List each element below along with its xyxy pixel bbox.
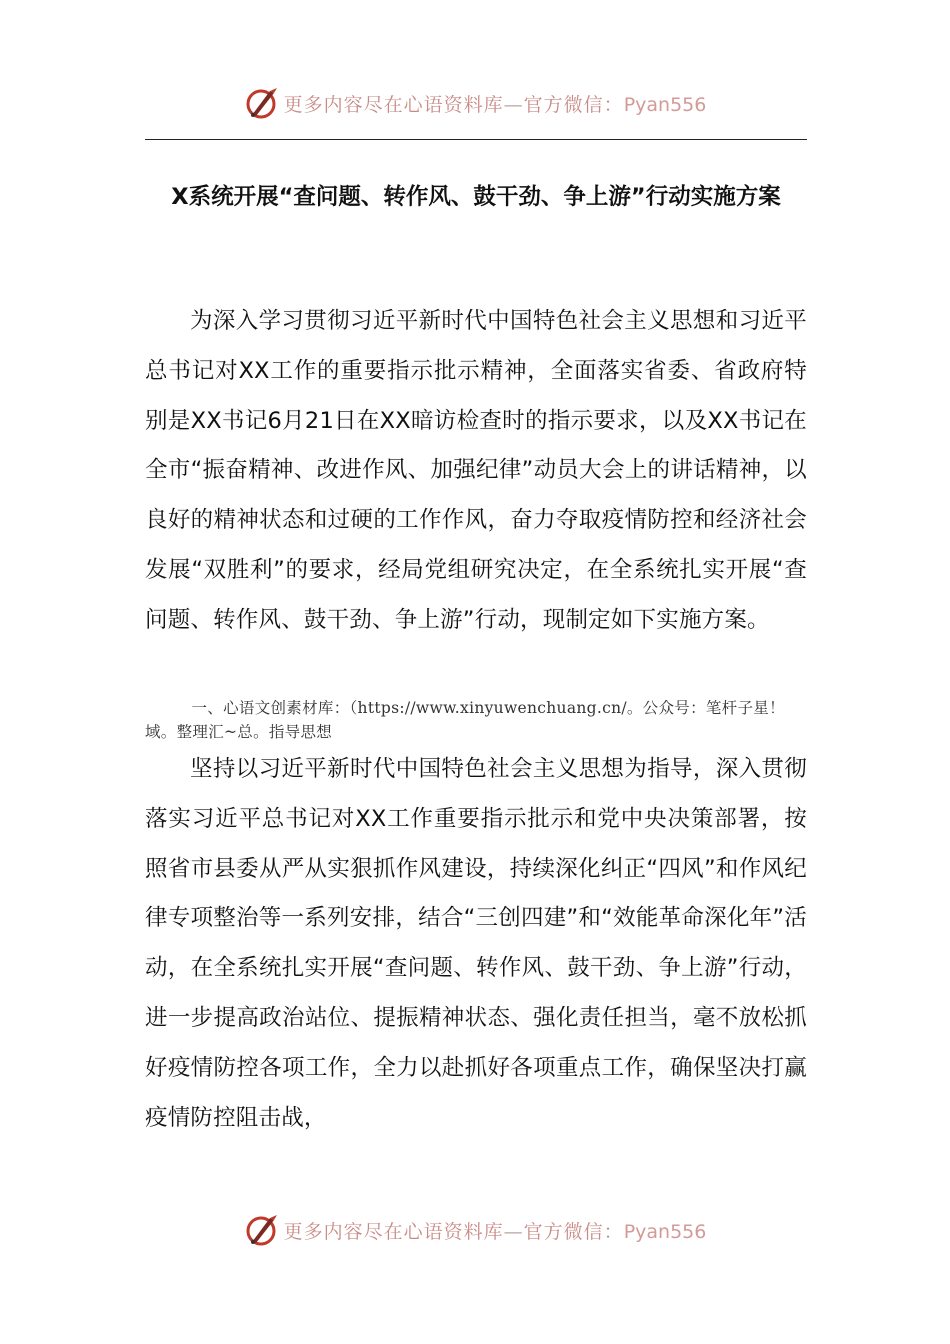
header-banner-main: 更多内容尽在心语资料库: [283, 93, 504, 116]
quill-pen-logo-icon: [244, 85, 280, 121]
footer-banner-wechat-label: 官方微信：: [523, 1220, 624, 1243]
header-banner: [0, 83, 950, 123]
paragraph-intro: 为深入学习贯彻习近平新时代中国特色社会主义思想和习近平总书记对XX工作的重要指示批示精神，全面落实省委、省政府特别是XX书记6月21日在XX暗访检查时的指示要求，以及XX书记在全市“振奋精神、改进作风、加强纪律”动员大会上的讲话精神，以良好的精神状态和过硬的工作作风，奋力夺取疫情防控和经济社会发展“双胜利”的要求，经局党组研究决定，在全系统扎实开展“查问题、转作风、鼓干劲、争上游”行动，现制定如下实施方案。: [145, 308, 807, 633]
header-banner-text: [284, 90, 707, 117]
footer-banner-handle: Pyan556: [623, 1220, 707, 1243]
section-heading-note: 一、心语文创素材库：（https://www.xinyuwenchuang.cn/。公众号：笔杆子星！域。整理汇~总。指导思想: [145, 699, 785, 741]
header-banner-wechat-label: 官方微信：: [523, 93, 624, 116]
footer-banner: [0, 1210, 950, 1250]
header-banner-separator: —: [503, 93, 524, 116]
paragraph-guiding-thought: 坚持以习近平新时代中国特色社会主义思想为指导，深入贯彻落实习近平总书记对XX工作重要指示批示和党中央决策部署，按照省市县委从严从实狠抓作风建设，持续深化纠正“四风”和作风纪律专项整治等一系列安排，结合“三创四建”和“效能革命深化年”活动，在全系统扎实开展“查问题、转作风、鼓干劲、争上游”行动，进一步提高政治站位、提振精神状态、强化责任担当，毫不放松抓好疫情防控各项工作，全力以赴抓好各项重点工作，确保坚决打赢疫情防控阻击战，: [145, 756, 807, 1131]
document-title: X系统开展“查问题、转作风、鼓干劲、争上游”行动实施方案: [171, 184, 781, 210]
footer-banner-main: 更多内容尽在心语资料库: [283, 1220, 504, 1243]
header-divider: [145, 139, 807, 140]
quill-pen-logo-icon: [244, 1212, 280, 1248]
footer-banner-separator: —: [503, 1220, 524, 1243]
footer-banner-text: [284, 1217, 707, 1244]
header-banner-handle: Pyan556: [623, 93, 707, 116]
